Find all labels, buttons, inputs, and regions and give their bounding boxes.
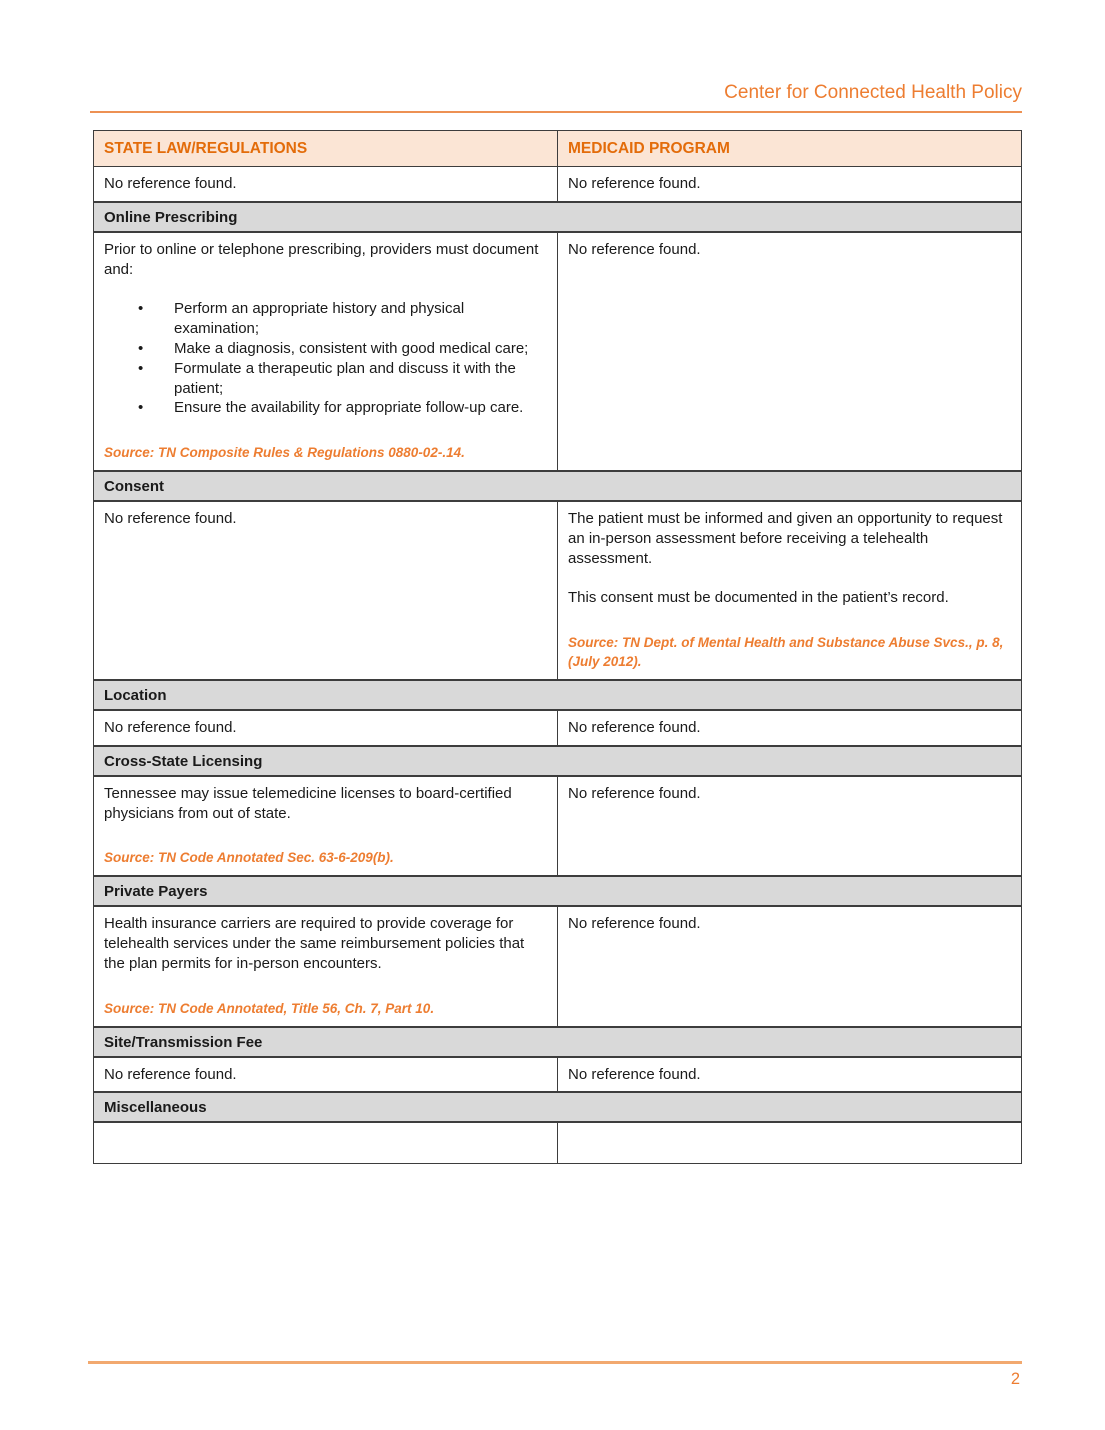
page-content bbox=[90, 0, 1022, 1164]
source-citation: Source: TN Code Annotated Sec. 63-6-209(b). bbox=[104, 850, 394, 866]
source-citation: Source: TN Dept. of Mental Health and Substance Abuse Svcs., p. 8, (July 2012). bbox=[568, 635, 1004, 670]
section-row-online-prescribing bbox=[94, 202, 1022, 232]
cell-paragraph: Prior to online or telephone prescribing, providers must document and: bbox=[104, 240, 539, 278]
cell-paragraph: Health insurance carriers are required to provide coverage for telehealth services under the same reimbursement policies that the plan permits for in-person encounters. bbox=[104, 915, 525, 972]
section-row-cross-state-licensing bbox=[94, 746, 1022, 776]
no-reference-text: No reference found. bbox=[104, 1065, 237, 1083]
cell-intro-medicaid bbox=[558, 167, 1022, 202]
section-row-site-transmission-fee bbox=[94, 1027, 1022, 1057]
table-row-miscellaneous bbox=[94, 1122, 1022, 1163]
cell-paragraph: Tennessee may issue telemedicine licenses to board-certified physicians from out of state. bbox=[104, 784, 512, 822]
page-title: Center for Connected Health Policy bbox=[724, 82, 1022, 103]
table-row-online-prescribing bbox=[94, 232, 1022, 471]
cell-site-fee-medicaid bbox=[558, 1057, 1022, 1093]
cell-intro-state-law bbox=[94, 167, 558, 202]
table-row-intro bbox=[94, 167, 1022, 202]
section-row-miscellaneous bbox=[94, 1092, 1022, 1122]
no-reference-text: No reference found. bbox=[568, 719, 701, 737]
section-header-online-prescribing: Online Prescribing bbox=[94, 202, 1022, 232]
bullet-item: • Make a diagnosis, consistent with good medical care; bbox=[138, 339, 547, 359]
header-divider bbox=[90, 111, 1022, 113]
cell-consent-state-law bbox=[94, 501, 558, 680]
source-citation: Source: TN Composite Rules & Regulations 0880-02-.14. bbox=[104, 445, 465, 461]
cell-online-prescribing-state-law bbox=[94, 232, 558, 471]
no-reference-text: No reference found. bbox=[568, 784, 701, 802]
cell-online-prescribing-medicaid bbox=[558, 232, 1022, 471]
footer-divider bbox=[88, 1361, 1022, 1364]
section-row-private-payers bbox=[94, 876, 1022, 906]
cell-miscellaneous-state-law bbox=[94, 1122, 558, 1163]
cell-consent-medicaid bbox=[558, 501, 1022, 680]
cell-location-medicaid bbox=[558, 710, 1022, 746]
bullet-item: • Formulate a therapeutic plan and discuss it with the patient; bbox=[138, 359, 547, 399]
no-reference-text: No reference found. bbox=[568, 240, 701, 258]
page-number: 2 bbox=[1010, 1370, 1020, 1388]
cell-cross-state-state-law bbox=[94, 776, 558, 876]
section-header-cross-state-licensing: Cross-State Licensing bbox=[94, 746, 1022, 776]
no-reference-text: No reference found. bbox=[568, 175, 701, 192]
table-row-site-transmission-fee bbox=[94, 1057, 1022, 1093]
table-header-row bbox=[94, 131, 1022, 167]
cell-miscellaneous-medicaid bbox=[558, 1122, 1022, 1163]
no-reference-text: No reference found. bbox=[104, 510, 237, 528]
no-reference-text: No reference found. bbox=[568, 915, 701, 933]
section-header-consent: Consent bbox=[94, 471, 1022, 501]
table-row-private-payers bbox=[94, 906, 1022, 1026]
no-reference-text: No reference found. bbox=[104, 719, 237, 737]
section-header-private-payers: Private Payers bbox=[94, 876, 1022, 906]
cell-private-payers-state-law bbox=[94, 906, 558, 1026]
column-header-state-law: STATE LAW/REGULATIONS bbox=[94, 131, 558, 167]
bullet-item: • Ensure the availability for appropriate follow-up care. bbox=[138, 398, 547, 418]
section-row-location bbox=[94, 680, 1022, 710]
cell-paragraph: The patient must be informed and given an opportunity to request an in-person assessment before receiving a telehealth assessment. bbox=[568, 510, 1003, 567]
bullet-list bbox=[104, 299, 547, 418]
column-header-medicaid: MEDICAID PROGRAM bbox=[558, 131, 1022, 167]
no-reference-text: No reference found. bbox=[568, 1065, 701, 1083]
cell-private-payers-medicaid bbox=[558, 906, 1022, 1026]
policy-table bbox=[93, 130, 1022, 1164]
table-row-consent bbox=[94, 501, 1022, 680]
cell-cross-state-medicaid bbox=[558, 776, 1022, 876]
table-row-cross-state-licensing bbox=[94, 776, 1022, 876]
table-row-location bbox=[94, 710, 1022, 746]
section-header-location: Location bbox=[94, 680, 1022, 710]
section-header-miscellaneous: Miscellaneous bbox=[94, 1092, 1022, 1122]
cell-site-fee-state-law bbox=[94, 1057, 558, 1093]
section-row-consent bbox=[94, 471, 1022, 501]
cell-paragraph: This consent must be documented in the patient’s record. bbox=[568, 589, 949, 607]
section-header-site-transmission-fee: Site/Transmission Fee bbox=[94, 1027, 1022, 1057]
cell-location-state-law bbox=[94, 710, 558, 746]
bullet-item: • Perform an appropriate history and physical examination; bbox=[138, 299, 547, 339]
source-citation: Source: TN Code Annotated, Title 56, Ch. 7, Part 10. bbox=[104, 1000, 435, 1016]
no-reference-text: No reference found. bbox=[104, 175, 237, 192]
